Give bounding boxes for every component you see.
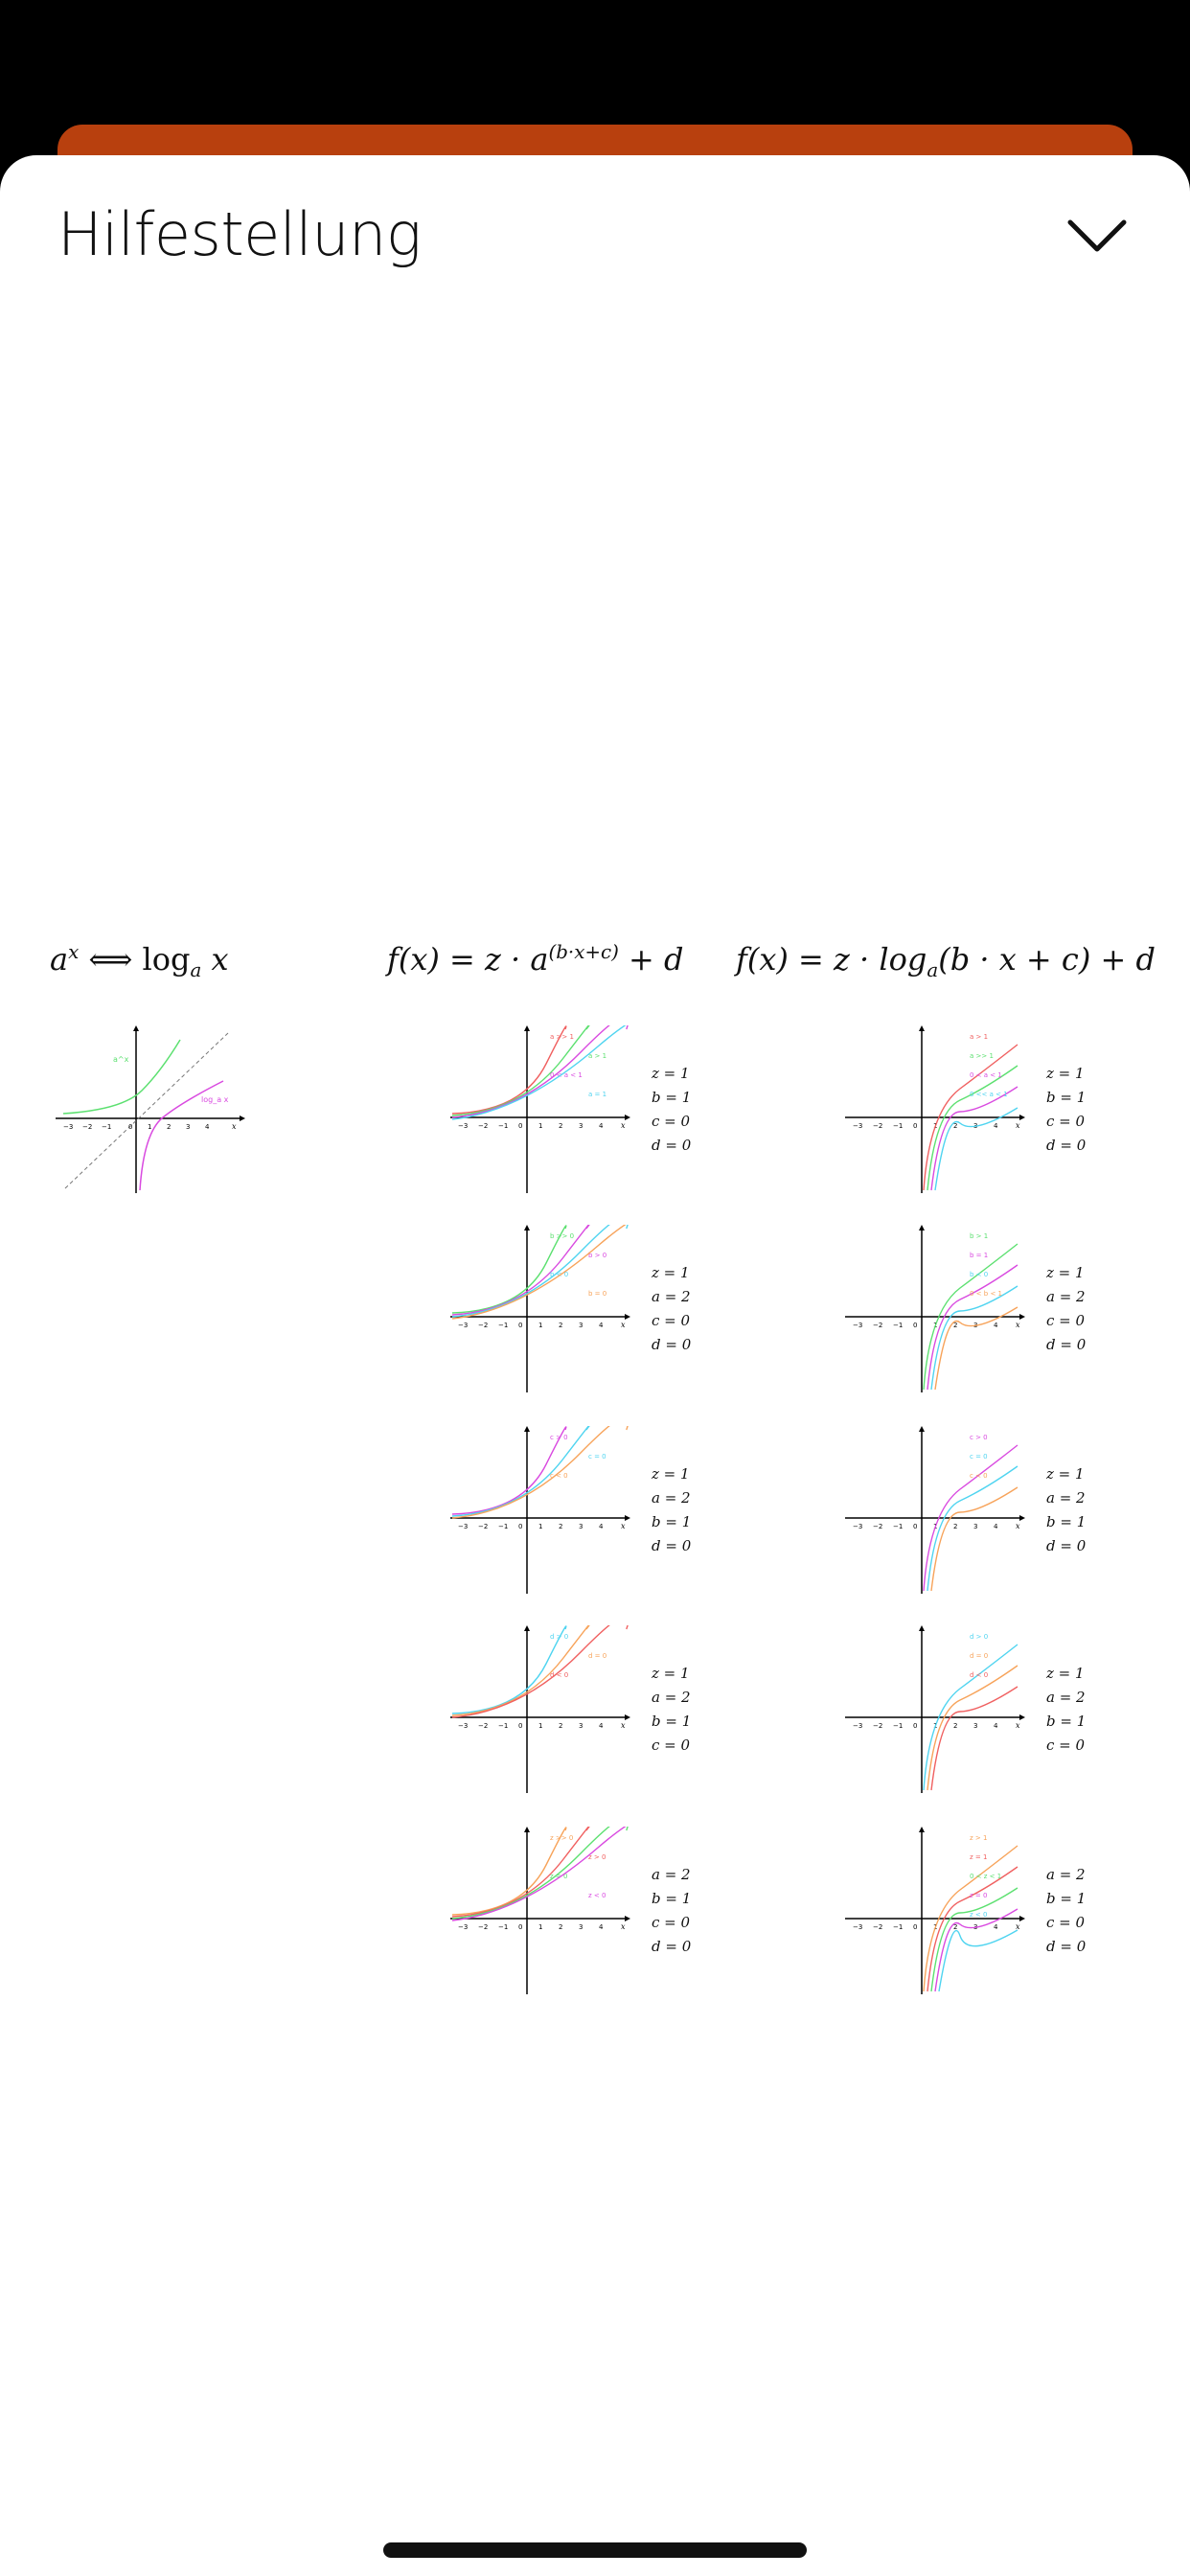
tick-label: −1 bbox=[893, 1322, 904, 1329]
curve-label: z < 0 bbox=[588, 1892, 606, 1899]
curve-label: c = 0 bbox=[588, 1453, 606, 1460]
tick-label: 0 bbox=[913, 1122, 918, 1130]
param-list bbox=[1046, 1261, 1086, 1357]
tick-label: 0 bbox=[518, 1122, 523, 1130]
curve-label: b < 0 bbox=[970, 1271, 989, 1278]
graph-exp-1[interactable] bbox=[450, 1025, 632, 1193]
param-item: c = 0 bbox=[652, 1113, 691, 1130]
curve-label: z >> 0 bbox=[550, 1834, 574, 1842]
param-item: z = 1 bbox=[1046, 1264, 1085, 1281]
curve-label: z < 0 bbox=[970, 1911, 988, 1919]
tick-label: 1 bbox=[933, 1523, 938, 1530]
tick-label: −1 bbox=[498, 1923, 509, 1931]
curve-label: d < 0 bbox=[970, 1671, 989, 1679]
tick-label: 4 bbox=[994, 1122, 998, 1130]
param-item: a = 2 bbox=[652, 1288, 691, 1305]
param-item: c = 0 bbox=[1046, 1113, 1086, 1130]
tick-label: −2 bbox=[478, 1122, 489, 1130]
graph-log-4[interactable] bbox=[845, 1625, 1027, 1793]
tick-label: 3 bbox=[579, 1322, 584, 1329]
param-list bbox=[1046, 1062, 1086, 1158]
tick-label: −3 bbox=[458, 1923, 469, 1931]
param-item: z = 1 bbox=[652, 1665, 690, 1682]
tick-label: 1 bbox=[538, 1523, 543, 1530]
tick-label: 0 bbox=[913, 1923, 918, 1931]
tick-label: 3 bbox=[579, 1923, 584, 1931]
tick-label: 1 bbox=[538, 1122, 543, 1130]
tick-label: 2 bbox=[559, 1923, 563, 1931]
tick-label: 3 bbox=[973, 1722, 978, 1730]
x-axis-label: x bbox=[1016, 1922, 1020, 1931]
tick-label: 0 bbox=[518, 1722, 523, 1730]
tick-label: 1 bbox=[538, 1923, 543, 1931]
curve-label: z = 0 bbox=[970, 1892, 988, 1899]
tick-label: −1 bbox=[498, 1322, 509, 1329]
heading-exponential: $f(x) = z \cdot a^{(b\cdot x+c)} + d$ bbox=[387, 941, 684, 978]
tick-label: 1 bbox=[933, 1322, 938, 1329]
param-item: d = 0 bbox=[652, 1938, 692, 1955]
param-item: d = 0 bbox=[1046, 1137, 1087, 1154]
x-axis-label: x bbox=[1016, 1121, 1020, 1130]
tick-label: −1 bbox=[893, 1923, 904, 1931]
param-item: a = 2 bbox=[652, 1489, 691, 1506]
tick-label: 0 bbox=[913, 1722, 918, 1730]
curve-label: b >> 0 bbox=[550, 1232, 575, 1240]
tick-label: −3 bbox=[458, 1322, 469, 1329]
tick-label-4: 4 bbox=[205, 1123, 210, 1131]
param-item: c = 0 bbox=[1046, 1312, 1086, 1329]
x-axis-label: x bbox=[1016, 1321, 1020, 1329]
tick-label: −3 bbox=[458, 1523, 469, 1530]
tick-label: 2 bbox=[953, 1523, 958, 1530]
x-axis-label: x bbox=[621, 1121, 626, 1130]
param-item: z = 1 bbox=[652, 1264, 690, 1281]
param-item: b = 1 bbox=[652, 1089, 692, 1106]
curve-label: b = 1 bbox=[970, 1252, 989, 1259]
tick-label: −2 bbox=[873, 1523, 883, 1530]
curve-label: c > 0 bbox=[550, 1434, 568, 1441]
tick-label: 0 bbox=[518, 1322, 523, 1329]
graph-log-1[interactable] bbox=[845, 1025, 1027, 1193]
graph-exp-3[interactable] bbox=[450, 1426, 632, 1594]
param-item: a = 2 bbox=[652, 1689, 691, 1706]
curve-label: a >> 1 bbox=[550, 1033, 574, 1041]
tick-label: −1 bbox=[893, 1523, 904, 1530]
tick-label: −3 bbox=[853, 1722, 863, 1730]
x-axis-label: x bbox=[621, 1721, 626, 1730]
curve-label: d < 0 bbox=[550, 1671, 569, 1679]
tick-label: −2 bbox=[478, 1523, 489, 1530]
param-item: z = 1 bbox=[652, 1065, 690, 1082]
tick-label: −2 bbox=[478, 1322, 489, 1329]
curve-label: b > 0 bbox=[588, 1252, 607, 1259]
tick-label: −3 bbox=[853, 1923, 863, 1931]
param-item: c = 0 bbox=[652, 1312, 691, 1329]
tick-label: −1 bbox=[498, 1722, 509, 1730]
sheet-title: Hilfestellung bbox=[57, 199, 422, 269]
tick-label: 1 bbox=[933, 1122, 938, 1130]
tick-label: −3 bbox=[853, 1322, 863, 1329]
chevron-down-icon bbox=[1066, 217, 1128, 255]
tick-label: 2 bbox=[953, 1122, 958, 1130]
tick-label: 3 bbox=[973, 1523, 978, 1530]
param-list bbox=[1046, 1662, 1086, 1758]
graph-inverse[interactable] bbox=[56, 1025, 247, 1193]
curve-label: c > 0 bbox=[970, 1434, 988, 1441]
label-log: log_a x bbox=[201, 1095, 229, 1104]
tick-label: 2 bbox=[559, 1122, 563, 1130]
param-list bbox=[652, 1662, 691, 1758]
tick-label: 2 bbox=[953, 1923, 958, 1931]
graph-log-5[interactable] bbox=[845, 1827, 1027, 1994]
curve-label: 0 < z < 1 bbox=[970, 1873, 1002, 1880]
x-axis-label: x bbox=[621, 1321, 626, 1329]
graph-exp-4[interactable] bbox=[450, 1625, 632, 1793]
tick-label: 1 bbox=[538, 1322, 543, 1329]
curve-label: d > 0 bbox=[970, 1633, 989, 1641]
param-item: c = 0 bbox=[1046, 1736, 1086, 1754]
x-axis-label: x bbox=[232, 1122, 237, 1131]
param-item: c = 0 bbox=[1046, 1914, 1086, 1931]
curve-label: c = 0 bbox=[970, 1453, 988, 1460]
param-list bbox=[652, 1462, 691, 1558]
curve-label: a > 1 bbox=[588, 1052, 607, 1060]
x-axis-label: x bbox=[621, 1922, 626, 1931]
tick-label: −2 bbox=[873, 1722, 883, 1730]
x-axis-label: x bbox=[1016, 1721, 1020, 1730]
tick-label-1: 1 bbox=[148, 1123, 152, 1131]
param-item: a = 2 bbox=[1046, 1689, 1086, 1706]
tick-label: 4 bbox=[599, 1923, 604, 1931]
param-item: a = 2 bbox=[652, 1866, 691, 1883]
param-item: z = 1 bbox=[1046, 1065, 1085, 1082]
curve-label: 0 << a < 1 bbox=[970, 1091, 1008, 1098]
heading-inverse: $a^x$ ⟺ $\log_a x$ bbox=[50, 941, 229, 981]
param-list bbox=[652, 1863, 691, 1959]
tick-label-neg1: −1 bbox=[102, 1123, 112, 1131]
curve-label: 0 < a < 1 bbox=[970, 1071, 1002, 1079]
param-item: b = 1 bbox=[1046, 1890, 1087, 1907]
tick-label: 4 bbox=[599, 1523, 604, 1530]
param-list bbox=[652, 1062, 691, 1158]
tick-label-2: 2 bbox=[167, 1123, 172, 1131]
curve-label: b > 1 bbox=[970, 1232, 989, 1240]
tick-label: 2 bbox=[559, 1523, 563, 1530]
tick-label: 0 bbox=[518, 1923, 523, 1931]
curve-label: z = 1 bbox=[970, 1853, 988, 1861]
tick-label: −2 bbox=[478, 1923, 489, 1931]
tick-label: 3 bbox=[579, 1722, 584, 1730]
curve-label: d = 0 bbox=[970, 1652, 989, 1660]
tick-label: −2 bbox=[873, 1122, 883, 1130]
param-item: a = 2 bbox=[1046, 1489, 1086, 1506]
param-item: b = 1 bbox=[652, 1713, 692, 1730]
tick-label: 2 bbox=[559, 1322, 563, 1329]
curve-label: z = 0 bbox=[550, 1873, 568, 1880]
param-item: c = 0 bbox=[652, 1914, 691, 1931]
tick-label: 4 bbox=[994, 1722, 998, 1730]
param-item: b = 1 bbox=[1046, 1089, 1087, 1106]
tick-label: 2 bbox=[953, 1322, 958, 1329]
x-axis-label: x bbox=[621, 1522, 626, 1530]
tick-label: 4 bbox=[994, 1322, 998, 1329]
param-item: z = 1 bbox=[1046, 1465, 1085, 1483]
param-item: z = 1 bbox=[1046, 1665, 1085, 1682]
home-indicator[interactable] bbox=[383, 2542, 807, 2558]
param-item: d = 0 bbox=[1046, 1336, 1087, 1353]
tick-label: 0 bbox=[913, 1523, 918, 1530]
param-item: a = 2 bbox=[1046, 1288, 1086, 1305]
param-item: b = 1 bbox=[1046, 1513, 1087, 1530]
tick-label: 0 bbox=[913, 1322, 918, 1329]
param-item: z = 1 bbox=[652, 1465, 690, 1483]
tick-label: −2 bbox=[873, 1923, 883, 1931]
tick-label-neg2: −2 bbox=[82, 1123, 93, 1131]
tick-label: 2 bbox=[559, 1722, 563, 1730]
tick-label: 3 bbox=[973, 1322, 978, 1329]
graph-log-2[interactable] bbox=[845, 1225, 1027, 1392]
tick-label: 4 bbox=[599, 1722, 604, 1730]
tick-label: −3 bbox=[853, 1122, 863, 1130]
tick-label: 4 bbox=[994, 1523, 998, 1530]
curve-label: b = 0 bbox=[588, 1290, 607, 1298]
curve-label: 0 < a < 1 bbox=[550, 1071, 583, 1079]
param-item: d = 0 bbox=[652, 1537, 692, 1554]
tick-label: 3 bbox=[579, 1122, 584, 1130]
curve-label: d > 0 bbox=[550, 1633, 569, 1641]
tick-label: −3 bbox=[853, 1523, 863, 1530]
curve-label: a > 1 bbox=[970, 1033, 989, 1041]
param-item: c = 0 bbox=[652, 1736, 691, 1754]
tick-label-neg3: −3 bbox=[63, 1123, 74, 1131]
help-sheet bbox=[0, 155, 1190, 2576]
curve-label: a >> 1 bbox=[970, 1052, 994, 1060]
tick-label: 0 bbox=[518, 1523, 523, 1530]
param-item: b = 1 bbox=[1046, 1713, 1087, 1730]
param-item: b = 1 bbox=[652, 1513, 692, 1530]
curve-label: c < 0 bbox=[550, 1472, 568, 1480]
tick-label: 1 bbox=[538, 1722, 543, 1730]
tick-label: 2 bbox=[953, 1722, 958, 1730]
param-list bbox=[1046, 1863, 1086, 1959]
graph-exp-2[interactable] bbox=[450, 1225, 632, 1392]
tick-label-3: 3 bbox=[186, 1123, 191, 1131]
x-axis-label: x bbox=[1016, 1522, 1020, 1530]
tick-label: −2 bbox=[478, 1722, 489, 1730]
graph-exp-5[interactable] bbox=[450, 1827, 632, 1994]
tick-label: 4 bbox=[599, 1122, 604, 1130]
tick-label: −1 bbox=[893, 1722, 904, 1730]
tick-label-0: 0 bbox=[128, 1123, 133, 1131]
tick-label: −1 bbox=[498, 1122, 509, 1130]
tick-label: 3 bbox=[973, 1122, 978, 1130]
param-item: b = 1 bbox=[652, 1890, 692, 1907]
tick-label: 3 bbox=[579, 1523, 584, 1530]
param-list bbox=[1046, 1462, 1086, 1558]
curve-label: z > 0 bbox=[588, 1853, 606, 1861]
tick-label: 4 bbox=[599, 1322, 604, 1329]
tick-label: 1 bbox=[933, 1722, 938, 1730]
curve-label: b < 0 bbox=[550, 1271, 569, 1278]
param-item: d = 0 bbox=[652, 1336, 692, 1353]
tick-label: −1 bbox=[893, 1122, 904, 1130]
tick-label: −3 bbox=[458, 1722, 469, 1730]
param-item: d = 0 bbox=[1046, 1938, 1087, 1955]
param-list bbox=[652, 1261, 691, 1357]
tick-label: −2 bbox=[873, 1322, 883, 1329]
tick-label: 1 bbox=[933, 1923, 938, 1931]
collapse-button[interactable] bbox=[1054, 197, 1140, 274]
curve-label: c < 0 bbox=[970, 1472, 988, 1480]
curve-label: a = 1 bbox=[588, 1091, 607, 1098]
param-item: d = 0 bbox=[652, 1137, 692, 1154]
curve-label: z > 1 bbox=[970, 1834, 988, 1842]
heading-logarithm: $f(x) = z \cdot \log_a(b \cdot x + c) + d$ bbox=[736, 941, 1156, 981]
curve-label: d = 0 bbox=[588, 1652, 607, 1660]
label-exp: a^x bbox=[113, 1055, 129, 1064]
tick-label: −3 bbox=[458, 1122, 469, 1130]
tick-label: −1 bbox=[498, 1523, 509, 1530]
tick-label: 4 bbox=[994, 1923, 998, 1931]
param-item: a = 2 bbox=[1046, 1866, 1086, 1883]
graph-log-3[interactable] bbox=[845, 1426, 1027, 1594]
curve-label: 0 < b < 1 bbox=[970, 1290, 1002, 1298]
param-item: d = 0 bbox=[1046, 1537, 1087, 1554]
tick-label: 3 bbox=[973, 1923, 978, 1931]
